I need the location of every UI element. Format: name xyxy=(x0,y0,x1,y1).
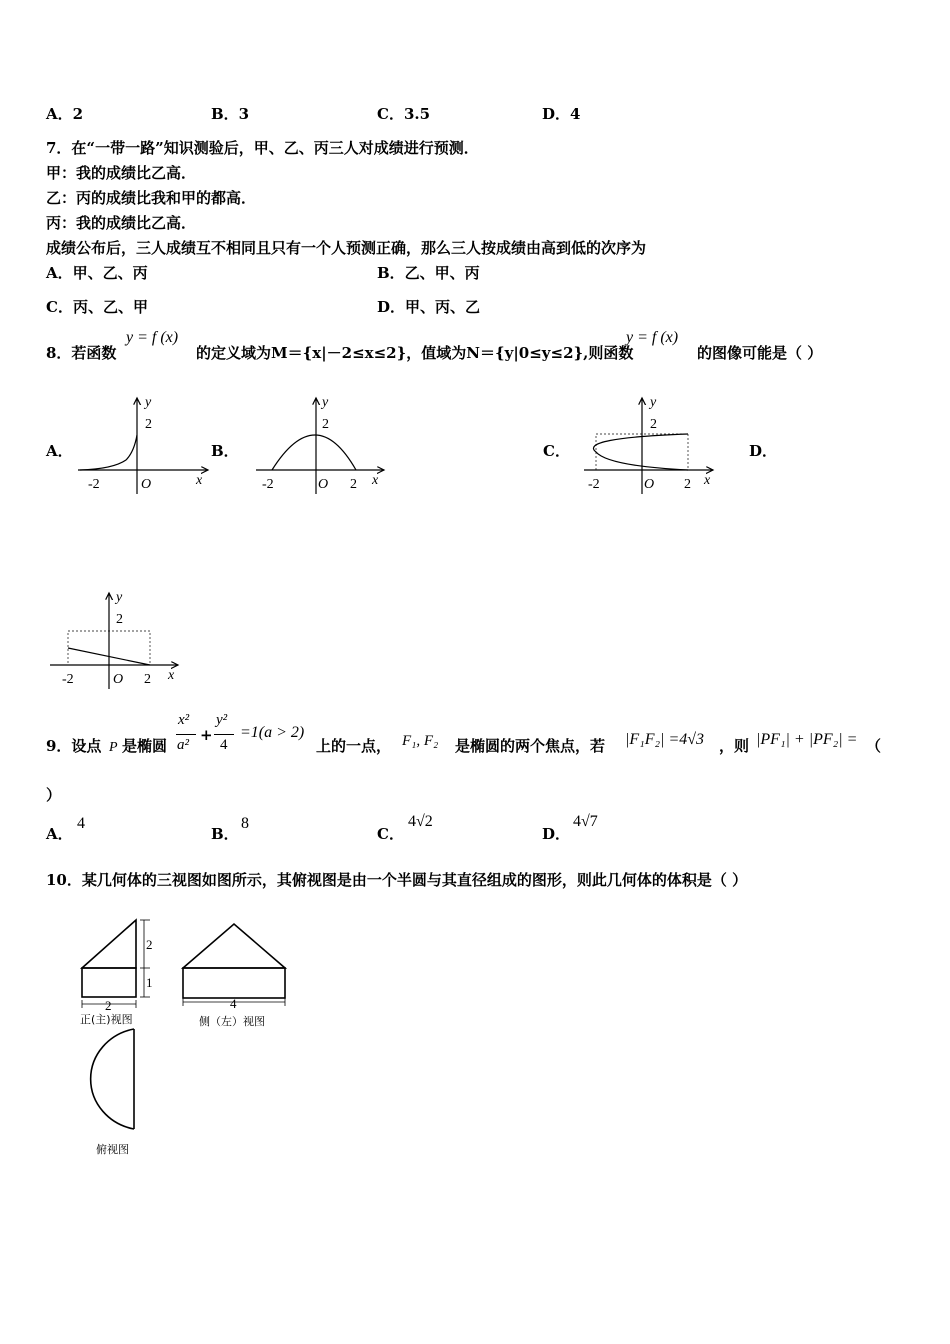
q9-text-1: 9．设点 xyxy=(46,737,102,755)
q9-frac2-num: y² xyxy=(216,712,228,728)
q8-label-a: A． xyxy=(46,442,73,460)
q8-func-1: y = f (x) xyxy=(126,329,179,346)
tick-2: 2 xyxy=(116,612,123,627)
q9-paren-close: ） xyxy=(46,786,62,804)
q9-text-3: 上的一点， xyxy=(316,737,392,755)
q7-line-yi: 乙：丙的成绩比我和甲的都高． xyxy=(46,189,257,207)
tick-neg2: -2 xyxy=(262,477,274,492)
q8-label-b: B． xyxy=(211,442,239,460)
tick-2: 2 xyxy=(145,417,152,432)
front-triangle xyxy=(82,920,136,968)
curve xyxy=(272,435,356,470)
side-triangle xyxy=(183,924,285,968)
q8-graph-b xyxy=(250,390,400,498)
tick-pos2: 2 xyxy=(144,672,151,687)
semicircle xyxy=(91,1029,134,1129)
q10-stem: 10．某几何体的三视图如图所示，其俯视图是由一个半圆与其直径组成的图形，则此几何体的体积是（ ） xyxy=(46,871,748,889)
q9-frac1-bar xyxy=(176,734,196,735)
x-label: x xyxy=(196,473,203,488)
q9-plus: + xyxy=(200,726,213,744)
dim-width-4: 4 xyxy=(230,996,237,1011)
q9-label-c: C． xyxy=(377,825,404,843)
q6-option-a: A．2 xyxy=(46,105,84,123)
q9-text-2: 是椭圆 xyxy=(122,737,168,755)
q9-value-d: 4√7 xyxy=(573,813,598,830)
q6-option-b: B．3 xyxy=(211,105,250,123)
y-label: y xyxy=(116,590,123,605)
q9-value-b: 8 xyxy=(241,815,249,832)
dim-2: 2 xyxy=(146,937,153,952)
q7-line-bing: 丙：我的成绩比乙高． xyxy=(46,214,197,232)
top-view-label: 俯视图 xyxy=(96,1143,129,1156)
tick-2: 2 xyxy=(650,417,657,432)
q7-option-b: B．乙、甲、丙 xyxy=(377,264,480,282)
q6-option-c: C．3.5 xyxy=(377,105,431,123)
front-rect xyxy=(82,968,136,997)
x-label: x xyxy=(372,473,379,488)
q9-value-a: 4 xyxy=(77,815,85,832)
tick-neg2: -2 xyxy=(62,672,74,687)
q9-text-5: ，则 xyxy=(719,737,750,755)
q8-text-1: 8．若函数 xyxy=(46,344,117,362)
q9-label-a: A． xyxy=(46,825,73,843)
q8-graph-a xyxy=(68,390,213,498)
q7-option-c: C．丙、乙、甲 xyxy=(46,298,148,316)
curve xyxy=(80,435,137,470)
curve xyxy=(593,434,688,470)
y-label: y xyxy=(322,395,329,410)
tick-neg2: -2 xyxy=(588,477,600,492)
q8-func-2: y = f (x) xyxy=(626,329,679,346)
q9-label-b: B． xyxy=(211,825,239,843)
q9-text-4: 是椭圆的两个焦点，若 xyxy=(455,737,606,755)
q9-condition: |F₁F₂| =4√3 xyxy=(625,731,705,748)
q8-graph-d xyxy=(46,585,191,693)
dim-width-2: 2 xyxy=(105,998,112,1013)
origin-label: O xyxy=(113,672,124,687)
tick-pos2: 2 xyxy=(350,477,357,492)
side-view-label: 侧（左）视图 xyxy=(199,1015,265,1028)
q8-graph-c xyxy=(578,390,723,498)
q9-value-c: 4√2 xyxy=(408,813,433,830)
x-label: x xyxy=(168,668,175,683)
q9-frac2-bar xyxy=(214,734,234,735)
tick-neg2: -2 xyxy=(88,477,100,492)
y-label: y xyxy=(145,395,152,410)
q10-top-view xyxy=(74,1026,144,1132)
origin-label: O xyxy=(141,477,152,492)
tick-2: 2 xyxy=(322,417,329,432)
y-label: y xyxy=(650,395,657,410)
q9-foci: F₁, F₂ xyxy=(402,733,439,749)
side-rect xyxy=(183,968,285,998)
origin-label: O xyxy=(644,477,655,492)
q8-label-d: D． xyxy=(749,442,778,460)
q9-expression: |PF₁| + |PF₂| = xyxy=(756,731,858,748)
q9-eq-rest: =1(a > 2) xyxy=(240,724,305,741)
q9-frac1-den: a² xyxy=(177,737,189,753)
q7-option-a: A．甲、乙、丙 xyxy=(46,264,148,282)
q7-stem: 7．在“一带一路”知识测验后，甲、乙、丙三人对成绩进行预测． xyxy=(46,139,479,157)
front-view-label: 正(主)视图 xyxy=(80,1013,133,1026)
q8-label-c: C． xyxy=(543,442,570,460)
q7-line-jia: 甲：我的成绩比乙高． xyxy=(46,164,197,182)
tick-pos2: 2 xyxy=(684,477,691,492)
q7-prompt: 成绩公布后，三人成绩互不相同且只有一个人预测正确，那么三人按成绩由高到低的次序为 xyxy=(46,239,647,257)
q9-paren-open: （ xyxy=(866,737,882,755)
q9-point: P xyxy=(109,740,118,755)
q9-frac2-den: 4 xyxy=(220,737,228,753)
q7-option-d: D．甲、丙、乙 xyxy=(377,298,481,316)
q10-side-view xyxy=(176,912,296,1016)
dim-1: 1 xyxy=(146,975,153,990)
origin-label: O xyxy=(318,477,329,492)
x-label: x xyxy=(704,473,711,488)
q6-option-d: D．4 xyxy=(542,105,581,123)
q8-text-3: 的图像可能是（ ） xyxy=(697,344,823,362)
q9-label-d: D． xyxy=(542,825,571,843)
q8-text-2: 的定义域为M＝{x|－2≤x≤2}，值域为N＝{y|0≤y≤2},则函数 xyxy=(196,344,634,362)
q9-frac1-num: x² xyxy=(178,712,190,728)
